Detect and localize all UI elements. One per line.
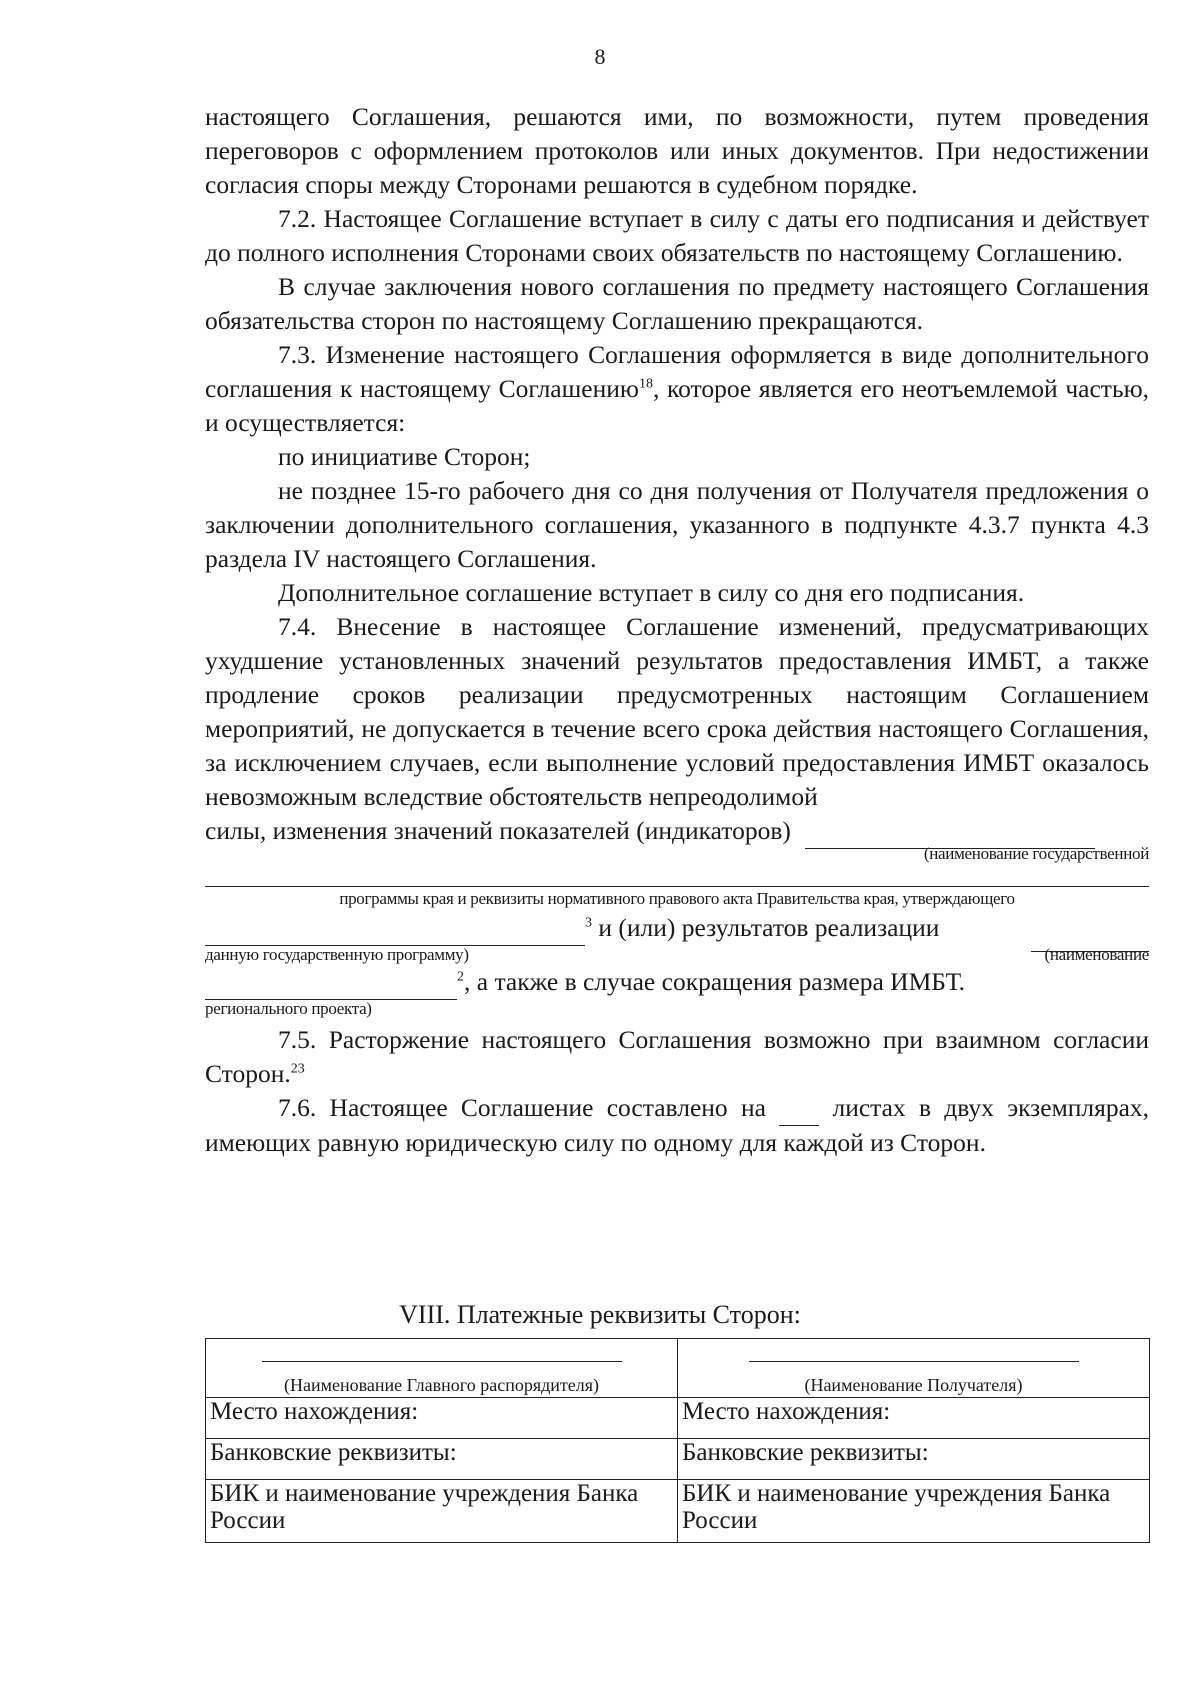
line-force-indicators <box>205 814 1149 848</box>
table-cell: Место нахождения: <box>678 1398 1150 1439</box>
table-cell: БИК и наименование учреждения Банка России <box>206 1480 678 1543</box>
section-title: VIII. Платежные реквизиты Сторон: <box>399 1300 801 1329</box>
paragraph-7-5-text: 7.5. Расторжение настоящего Соглашения возможно при взаимном согласии Сторон. <box>205 1025 1149 1088</box>
paragraph-7-3-a: 7.3. Изменение настоящего Соглашения оформляется в виде дополнительного соглашения к настоящему Соглашению <box>205 340 1149 403</box>
line-reduction <box>205 965 1149 999</box>
caption-row <box>205 945 1149 965</box>
paragraph-new-agreement: В случае заключения нового соглашения по предмету настоящего Соглашения обязательства сторон по настоящему Соглашению прекращаются. <box>205 272 1149 335</box>
table-cell: БИК и наименование учреждения Банка России <box>678 1480 1150 1543</box>
paragraph-7-3 <box>205 338 1149 440</box>
line-results <box>205 911 1149 945</box>
paragraph-effective: Дополнительное соглашение вступает в силу со дня его подписания. <box>278 578 1025 607</box>
table-row <box>206 1439 1150 1480</box>
caption-approving-program: данную государственную программу) <box>205 945 469 964</box>
blank-line <box>262 1361 622 1362</box>
table-cell: Место нахождения: <box>206 1398 678 1439</box>
paragraph-7-6 <box>205 1091 1149 1160</box>
cell-header-left <box>206 1339 678 1398</box>
caption-regional-project: регионального проекта) <box>205 999 372 1018</box>
table-row <box>206 1480 1150 1543</box>
caption-name: (наименование <box>1044 945 1149 964</box>
results-text: и (или) результатов реализации <box>592 913 940 942</box>
table-cell: Банковские реквизиты: <box>678 1439 1150 1480</box>
paragraph-7-6-a: 7.6. Настоящее Соглашение составлено на <box>278 1093 766 1122</box>
blank-sheets <box>779 1091 819 1126</box>
footnote-ref-2: 2 <box>457 969 464 985</box>
paragraph-7-2: 7.2. Настоящее Соглашение вступает в силу с даты его подписания и действует до полного исполнения Сторонами своих обязательств по настоящему Соглашению. <box>205 204 1149 267</box>
blank-line <box>749 1361 1079 1362</box>
caption-recipient: (Наименование Получателя) <box>804 1375 1023 1395</box>
paragraph-7-5 <box>205 1023 1149 1091</box>
cell-header-right <box>678 1339 1150 1398</box>
paragraph-7-1-cont: настоящего Соглашения, решаются ими, по возможности, путем проведения переговоров с оформлением протоколов или иных документов. При недостижении согласия споры между Сторонами решаются в судебном порядке. <box>205 102 1149 199</box>
table-row <box>206 1339 1150 1398</box>
paragraph-initiative: по инициативе Сторон; <box>278 442 531 471</box>
requisites-table <box>205 1338 1150 1543</box>
footnote-ref-18: 18 <box>638 376 653 392</box>
reduction-text: , а также в случае сокращения размера ИМБТ. <box>464 967 965 996</box>
caption-program-details: программы края и реквизиты нормативного правового акта Правительства края, утверждающего <box>339 889 1015 908</box>
blank-line <box>205 864 1149 887</box>
caption-state-program: (наименование государственной <box>923 844 1149 863</box>
paragraph-7-3-b: , которое является его неотъемлемой частью, и осуществляется: <box>205 374 1150 437</box>
footnote-ref-3: 3 <box>585 915 592 931</box>
blank-line <box>205 911 585 946</box>
paragraph-7-4: 7.4. Внесение в настоящее Соглашение изменений, предусматривающих ухудшение установленных значений результатов предоставления ИМБТ, а также продление сроков реализации предусмотренных настоящим Соглашением мероприятий, не допускается в течение всего срока действия настоящего Соглашения, за исключением случаев, если выполнение условий предоставления ИМБТ оказалось невозможным вследствие обстоятельств непреодолимой <box>205 612 1149 811</box>
paragraph-deadline: не позднее 15-го рабочего дня со дня получения от Получателя предложения о заключении дополнительного соглашения, указанного в подпункте 4.3.7 пункта 4.3 раздела IV настоящего Соглашения. <box>205 476 1149 573</box>
blank-line <box>205 965 457 1000</box>
footnote-ref-23: 23 <box>290 1061 305 1077</box>
body-text <box>205 100 1149 1160</box>
table-cell: Банковские реквизиты: <box>206 1439 678 1480</box>
table-row <box>206 1398 1150 1439</box>
blank-line <box>805 814 1095 849</box>
paragraph-7-4-tail: силы, изменения значений показателей (индикаторов) <box>205 816 791 845</box>
page-number: 8 <box>594 44 606 69</box>
paragraph-7-6-b: листах в двух экземплярах, имеющих равную юридическую силу по одному для каждой из Сторон. <box>205 1093 1150 1157</box>
caption-main-manager: (Наименование Главного распорядителя) <box>283 1375 600 1395</box>
